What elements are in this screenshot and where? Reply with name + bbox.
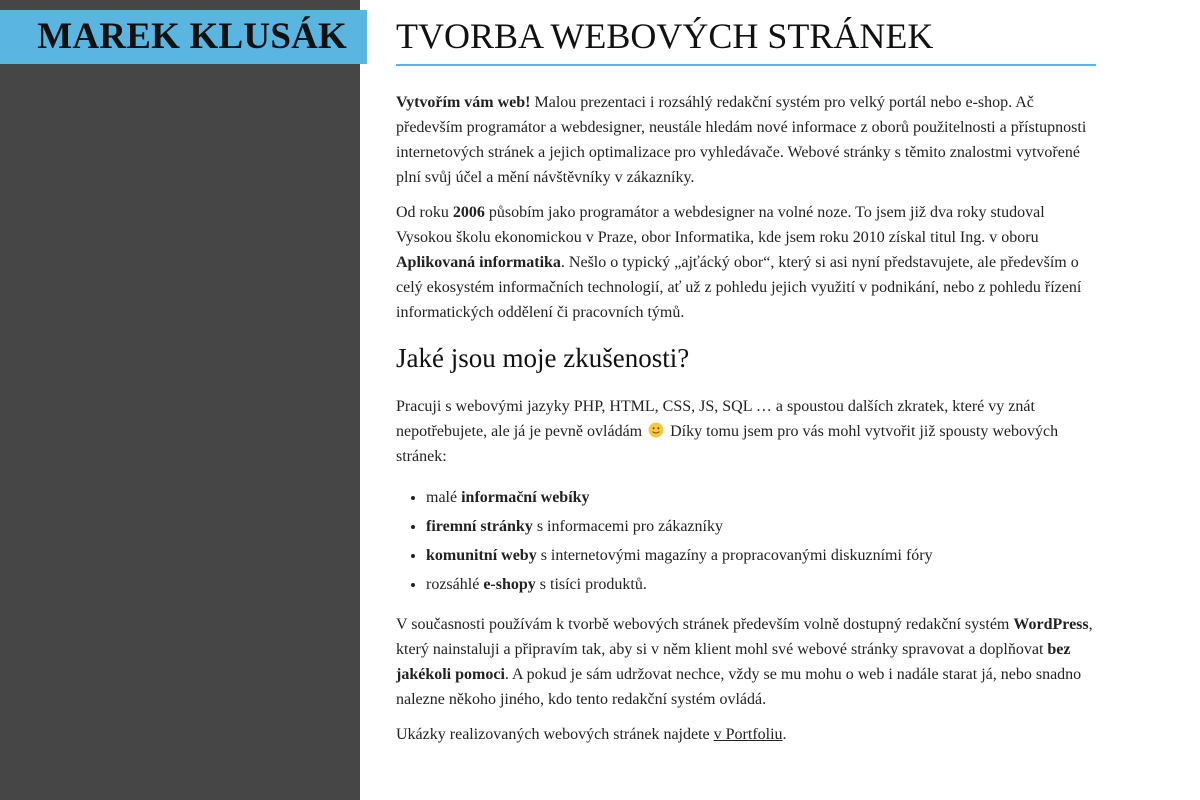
portfolio-link[interactable]: v Portfoliu [713,726,783,743]
paragraph-about [396,200,1096,325]
list-item [426,483,1096,512]
paragraph-portfolio [396,722,1096,747]
main-content [396,0,1096,747]
text: Od roku [396,204,453,221]
list-item [426,512,1096,541]
paragraph-intro [396,90,1096,190]
site-title[interactable]: MAREK KLUSÁK [37,16,347,57]
paragraph-skills [396,394,1096,469]
text: Ukázky realizovaných webových stránek najdete [396,726,714,743]
bold-text: Vytvořím vám web! [396,94,531,111]
text: působím jako programátor a webdesigner na volné noze. To jsem již dva roky studoval Vysokou školu ekonomickou v Praze, obor Informatika, kde jsem roku 2010 získal titul Ing. v oboru [396,204,1045,246]
text: rozsáhlé [426,576,484,593]
text: V současnosti používám k tvorbě webových stránek především volně dostupný redakční systém [396,616,1014,633]
sidebar [0,0,360,800]
list-item [426,570,1096,599]
bold-text: 2006 [452,204,485,221]
skills-list [396,483,1096,599]
text: malé [426,489,462,506]
bold-text: e-shopy [483,576,536,593]
article-body [396,90,1096,747]
bold-text: bez jakékoli pomoci [396,641,1071,683]
paragraph-wordpress [396,612,1096,712]
page-title: TVORBA WEBOVÝCH STRÁNEK [396,14,1096,66]
bold-text: WordPress [1013,616,1089,633]
bold-text: komunitní weby [426,547,537,564]
text: . [782,726,787,743]
text: . Nešlo o typický „ajťácký obor“, který si asi nyní představujete, ale především o celý ekosystém informačních technologií, ať už z pohledu jejich využití v podnikání, nebo z pohledu řízení informatických oddělení či pracovních týmů. [396,254,1082,321]
bold-text: informační webíky [461,489,590,506]
section-heading: Jaké jsou moje zkušenosti? [396,343,690,373]
text: Malou prezentaci i rozsáhlý redakční systém pro velký portál nebo e-shop. Ač především programátor a webdesigner, neustále hledám nové informace z oborů použitelnosti a přístupnosti internetových stránek a jejich optimalizace pro vyhledávače. Webové stránky s těmito znalostmi vytvořené plní svůj účel a mění návštěvníky v zákazníky. [396,94,1087,186]
text: . A pokud je sám udržovat nechce, vždy se mu mohu o web i nadále starat já, nebo snadno nalezne někoho jiného, kdo tento redakční systém ovládá. [396,666,1082,708]
bold-text: Aplikovaná informatika [396,254,561,271]
text: s internetovými magazíny a propracovanými diskuzními fóry [536,547,933,564]
text: s tisíci produktů. [535,576,647,593]
text: Díky tomu jsem pro vás mohl vytvořit již spousty webových stránek: [396,423,1059,465]
brand-banner[interactable] [0,10,367,64]
text: Pracuji s webovými jazyky PHP, HTML, CSS, JS, SQL … a spoustou dalších zkratek, které vy znát nepotřebujete, ale já je pevně ovládám [396,398,1035,440]
list-item [426,541,1096,570]
bold-text: firemní stránky [426,518,533,535]
text: , který nainstaluji a připravím tak, aby si v něm klient mohl své webové stránky spravovat a doplňovat [396,616,1093,658]
smiley-icon [648,422,664,438]
text: s informacemi pro zákazníky [532,518,723,535]
